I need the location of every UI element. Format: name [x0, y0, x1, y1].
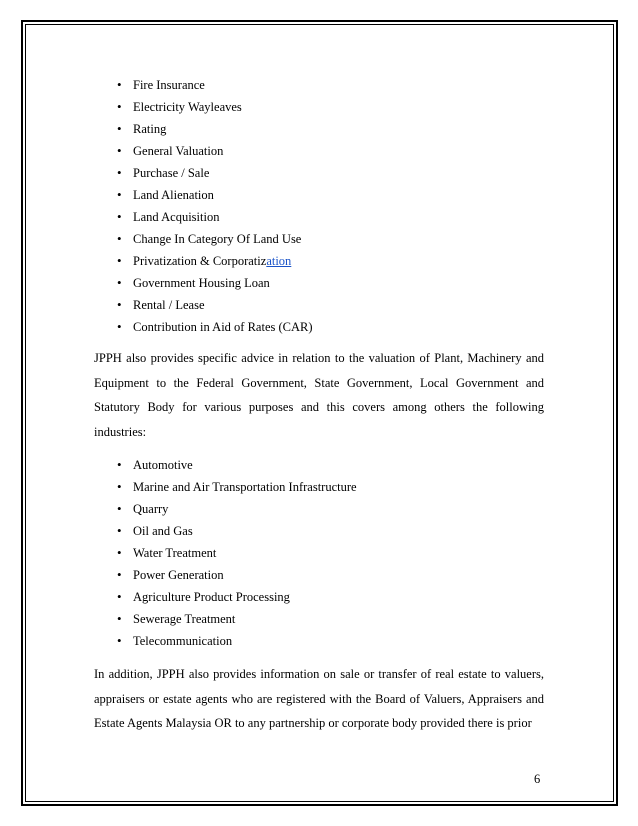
- list-item: • Fire Insurance: [94, 74, 544, 96]
- list-item: • Government Housing Loan: [94, 272, 544, 294]
- bullet-icon: •: [117, 77, 122, 92]
- list-item: • Electricity Wayleaves: [94, 96, 544, 118]
- bullet-icon: •: [117, 633, 122, 648]
- list-item: • Marine and Air Transportation Infrastructure: [94, 476, 544, 498]
- plant-machinery-paragraph: JPPH also provides specific advice in relation to the valuation of Plant, Machinery and Equipment to the Federal Government, State Government, Local Government and Statutory Body for various purposes and this covers among others the following industries:: [94, 351, 544, 439]
- list-item: • Change In Category Of Land Use: [94, 228, 544, 250]
- list-item: • Agriculture Product Processing: [94, 586, 544, 608]
- list-item: • Land Acquisition: [94, 206, 544, 228]
- list-item: • Telecommunication: [94, 630, 544, 652]
- valuation-services-list: [94, 74, 544, 338]
- list-item: • Sewerage Treatment: [94, 608, 544, 630]
- page-content: [94, 74, 544, 736]
- industries-list: [94, 454, 544, 652]
- bullet-icon: •: [117, 501, 122, 516]
- list-item: • Rental / Lease: [94, 294, 544, 316]
- list-item: • Oil and Gas: [94, 520, 544, 542]
- bullet-icon: •: [117, 253, 122, 268]
- bullet-icon: •: [117, 297, 122, 312]
- bullet-icon: •: [117, 275, 122, 290]
- bullet-icon: •: [117, 611, 122, 626]
- bullet-icon: •: [117, 523, 122, 538]
- bullet-icon: •: [117, 457, 122, 472]
- bullet-icon: •: [117, 231, 122, 246]
- list-item: • Purchase / Sale: [94, 162, 544, 184]
- bullet-icon: •: [117, 567, 122, 582]
- bullet-icon: •: [117, 319, 122, 334]
- information-paragraph: In addition, JPPH also provides information on sale or transfer of real estate to valuers, appraisers or estate agents who are registered with the Board of Valuers, Appraisers and Estate Agents Malaysia OR to any partnership or corporate body provided there is prior: [94, 667, 544, 730]
- bullet-icon: •: [117, 589, 122, 604]
- bullet-icon: •: [117, 187, 122, 202]
- privatization-link[interactable]: ation: [266, 254, 292, 268]
- list-item: • Water Treatment: [94, 542, 544, 564]
- list-item: • Quarry: [94, 498, 544, 520]
- list-item: • Contribution in Aid of Rates (CAR): [94, 316, 544, 338]
- list-item: • Land Alienation: [94, 184, 544, 206]
- list-item: • General Valuation: [94, 140, 544, 162]
- list-item: • Power Generation: [94, 564, 544, 586]
- list-item: • Privatization & Corporatization: [94, 250, 544, 272]
- bullet-icon: •: [117, 143, 122, 158]
- bullet-icon: •: [117, 99, 122, 114]
- bullet-icon: •: [117, 165, 122, 180]
- bullet-icon: •: [117, 121, 122, 136]
- bullet-icon: •: [117, 479, 122, 494]
- bullet-icon: •: [117, 545, 122, 560]
- list-item: • Rating: [94, 118, 544, 140]
- bullet-icon: •: [117, 209, 122, 224]
- page-number: 6: [534, 772, 541, 786]
- list-item: • Automotive: [94, 454, 544, 476]
